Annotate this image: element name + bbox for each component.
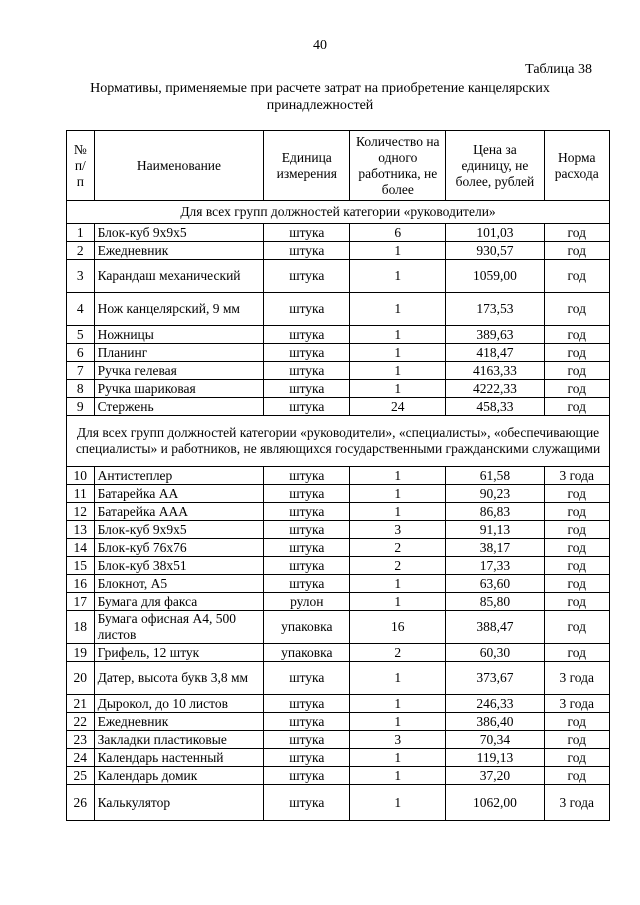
cell-num: 12 — [67, 503, 95, 521]
cell-norm: год — [544, 749, 609, 767]
cell-name: Грифель, 12 штук — [94, 644, 264, 662]
cell-norm: 3 года — [544, 695, 609, 713]
cell-name: Батарейка АА — [94, 485, 264, 503]
cell-name: Бумага офисная А4, 500 листов — [94, 611, 264, 644]
cell-unit: штука — [264, 344, 350, 362]
header-unit: Единица измерения — [264, 131, 350, 201]
cell-unit: штука — [264, 380, 350, 398]
cell-name: Дырокол, до 10 листов — [94, 695, 264, 713]
cell-qty: 1 — [350, 344, 446, 362]
cell-name: Антистеплер — [94, 467, 264, 485]
cell-qty: 1 — [350, 293, 446, 326]
cell-price: 101,03 — [446, 224, 544, 242]
cell-price: 86,83 — [446, 503, 544, 521]
cell-qty: 1 — [350, 785, 446, 821]
cell-name: Ножницы — [94, 326, 264, 344]
cell-qty: 1 — [350, 695, 446, 713]
cell-price: 1059,00 — [446, 260, 544, 293]
cell-name: Блок-куб 9х9х5 — [94, 224, 264, 242]
cell-price: 4222,33 — [446, 380, 544, 398]
table-row — [67, 293, 610, 326]
cell-num: 15 — [67, 557, 95, 575]
cell-name: Карандаш механический — [94, 260, 264, 293]
cell-norm: год — [544, 521, 609, 539]
cell-unit: штука — [264, 326, 350, 344]
cell-qty: 1 — [350, 767, 446, 785]
table-label: Таблица 38 — [525, 62, 592, 77]
cell-price: 458,33 — [446, 398, 544, 416]
cell-num: 5 — [67, 326, 95, 344]
table-row — [67, 611, 610, 644]
cell-qty: 1 — [350, 362, 446, 380]
cell-unit: упаковка — [264, 644, 350, 662]
cell-num: 16 — [67, 575, 95, 593]
cell-unit: штука — [264, 785, 350, 821]
table-row — [67, 503, 610, 521]
cell-num: 23 — [67, 731, 95, 749]
cell-unit: штука — [264, 767, 350, 785]
table-row — [67, 521, 610, 539]
header-row — [67, 131, 610, 201]
cell-norm: год — [544, 362, 609, 380]
cell-unit: штука — [264, 557, 350, 575]
section-header-row — [67, 201, 610, 224]
cell-unit: штука — [264, 521, 350, 539]
cell-price: 61,58 — [446, 467, 544, 485]
cell-price: 389,63 — [446, 326, 544, 344]
cell-unit: упаковка — [264, 611, 350, 644]
cell-name: Калькулятор — [94, 785, 264, 821]
section-header-row — [67, 416, 610, 467]
cell-norm: 3 года — [544, 662, 609, 695]
cell-norm: год — [544, 593, 609, 611]
cell-qty: 1 — [350, 749, 446, 767]
section-title: Для всех групп должностей категории «руководители», «специалисты», «обеспечивающие специалисты» и работников, не являющихся государственными гражданскими служащими — [67, 416, 610, 467]
cell-num: 14 — [67, 539, 95, 557]
header-price: Цена за единицу, не более, рублей — [446, 131, 544, 201]
cell-qty: 3 — [350, 731, 446, 749]
table-row — [67, 713, 610, 731]
cell-qty: 2 — [350, 539, 446, 557]
cell-unit: штука — [264, 749, 350, 767]
table-row — [67, 575, 610, 593]
cell-name: Ежедневник — [94, 242, 264, 260]
table-row — [67, 731, 610, 749]
cell-qty: 1 — [350, 503, 446, 521]
cell-unit: штука — [264, 503, 350, 521]
cell-norm: год — [544, 242, 609, 260]
cell-name: Ручка шариковая — [94, 380, 264, 398]
cell-qty: 1 — [350, 485, 446, 503]
cell-num: 25 — [67, 767, 95, 785]
header-norm: Норма расхода — [544, 131, 609, 201]
norms-table — [66, 130, 610, 821]
cell-price: 85,80 — [446, 593, 544, 611]
header-qty: Количество на одного работника, не более — [350, 131, 446, 201]
cell-price: 418,47 — [446, 344, 544, 362]
cell-qty: 24 — [350, 398, 446, 416]
header-num: № п/ п — [67, 131, 95, 201]
cell-price: 1062,00 — [446, 785, 544, 821]
cell-qty: 1 — [350, 260, 446, 293]
cell-norm: 3 года — [544, 467, 609, 485]
cell-norm: год — [544, 260, 609, 293]
cell-num: 11 — [67, 485, 95, 503]
table-row — [67, 467, 610, 485]
cell-norm: год — [544, 485, 609, 503]
cell-num: 24 — [67, 749, 95, 767]
cell-unit: штука — [264, 713, 350, 731]
cell-price: 4163,33 — [446, 362, 544, 380]
cell-qty: 1 — [350, 380, 446, 398]
cell-qty: 3 — [350, 521, 446, 539]
cell-qty: 1 — [350, 662, 446, 695]
table-row — [67, 593, 610, 611]
cell-name: Ежедневник — [94, 713, 264, 731]
cell-norm: год — [544, 380, 609, 398]
cell-qty: 1 — [350, 713, 446, 731]
cell-price: 17,33 — [446, 557, 544, 575]
cell-norm: год — [544, 575, 609, 593]
cell-name: Планинг — [94, 344, 264, 362]
cell-unit: штука — [264, 293, 350, 326]
cell-qty: 1 — [350, 593, 446, 611]
cell-name: Календарь настенный — [94, 749, 264, 767]
cell-unit: штука — [264, 224, 350, 242]
cell-price: 173,53 — [446, 293, 544, 326]
cell-num: 17 — [67, 593, 95, 611]
table-row — [67, 326, 610, 344]
cell-qty: 2 — [350, 557, 446, 575]
cell-num: 1 — [67, 224, 95, 242]
table-row — [67, 644, 610, 662]
table-row — [67, 224, 610, 242]
table-row — [67, 557, 610, 575]
table-row — [67, 362, 610, 380]
cell-norm: год — [544, 503, 609, 521]
table-row — [67, 485, 610, 503]
document-title: Нормативы, применяемые при расчете затрат на приобретение канцелярских принадлежностей — [90, 81, 550, 113]
table-row — [67, 344, 610, 362]
cell-name: Блок-куб 38х51 — [94, 557, 264, 575]
cell-name: Бумага для факса — [94, 593, 264, 611]
cell-num: 13 — [67, 521, 95, 539]
cell-price: 70,34 — [446, 731, 544, 749]
cell-price: 91,13 — [446, 521, 544, 539]
cell-unit: штука — [264, 539, 350, 557]
cell-price: 60,30 — [446, 644, 544, 662]
cell-price: 63,60 — [446, 575, 544, 593]
table-row — [67, 695, 610, 713]
cell-name: Блок-куб 9х9х5 — [94, 521, 264, 539]
table-row — [67, 767, 610, 785]
cell-num: 22 — [67, 713, 95, 731]
cell-norm: год — [544, 767, 609, 785]
cell-num: 20 — [67, 662, 95, 695]
cell-price: 38,17 — [446, 539, 544, 557]
cell-unit: штука — [264, 398, 350, 416]
cell-norm: год — [544, 713, 609, 731]
cell-num: 18 — [67, 611, 95, 644]
table-body — [67, 201, 610, 821]
cell-qty: 6 — [350, 224, 446, 242]
cell-unit: штука — [264, 362, 350, 380]
cell-num: 6 — [67, 344, 95, 362]
cell-unit: штука — [264, 695, 350, 713]
cell-num: 7 — [67, 362, 95, 380]
cell-price: 388,47 — [446, 611, 544, 644]
cell-norm: год — [544, 326, 609, 344]
cell-name: Ручка гелевая — [94, 362, 264, 380]
cell-unit: штука — [264, 260, 350, 293]
cell-qty: 1 — [350, 326, 446, 344]
cell-unit: штука — [264, 467, 350, 485]
table-row — [67, 749, 610, 767]
cell-name: Блокнот, А5 — [94, 575, 264, 593]
cell-num: 3 — [67, 260, 95, 293]
cell-num: 2 — [67, 242, 95, 260]
cell-name: Нож канцелярский, 9 мм — [94, 293, 264, 326]
cell-norm: год — [544, 539, 609, 557]
cell-unit: штука — [264, 662, 350, 695]
cell-norm: год — [544, 398, 609, 416]
cell-norm: 3 года — [544, 785, 609, 821]
table-row — [67, 662, 610, 695]
cell-unit: штука — [264, 485, 350, 503]
cell-norm: год — [544, 293, 609, 326]
table-row — [67, 242, 610, 260]
cell-num: 21 — [67, 695, 95, 713]
cell-name: Закладки пластиковые — [94, 731, 264, 749]
cell-num: 8 — [67, 380, 95, 398]
cell-unit: штука — [264, 242, 350, 260]
section-title: Для всех групп должностей категории «руководители» — [67, 201, 610, 224]
cell-norm: год — [544, 224, 609, 242]
cell-qty: 1 — [350, 575, 446, 593]
cell-norm: год — [544, 557, 609, 575]
cell-name: Блок-куб 76х76 — [94, 539, 264, 557]
cell-price: 37,20 — [446, 767, 544, 785]
cell-num: 19 — [67, 644, 95, 662]
cell-norm: год — [544, 344, 609, 362]
cell-name: Батарейка ААА — [94, 503, 264, 521]
cell-qty: 1 — [350, 242, 446, 260]
cell-unit: рулон — [264, 593, 350, 611]
cell-price: 930,57 — [446, 242, 544, 260]
table-row — [67, 398, 610, 416]
table-row — [67, 260, 610, 293]
table-row — [67, 539, 610, 557]
cell-num: 9 — [67, 398, 95, 416]
cell-num: 10 — [67, 467, 95, 485]
cell-name: Календарь домик — [94, 767, 264, 785]
table-row — [67, 785, 610, 821]
cell-name: Датер, высота букв 3,8 мм — [94, 662, 264, 695]
cell-price: 246,33 — [446, 695, 544, 713]
table-row — [67, 380, 610, 398]
cell-price: 373,67 — [446, 662, 544, 695]
cell-unit: штука — [264, 575, 350, 593]
cell-norm: год — [544, 731, 609, 749]
cell-num: 4 — [67, 293, 95, 326]
cell-norm: год — [544, 644, 609, 662]
cell-qty: 16 — [350, 611, 446, 644]
cell-price: 90,23 — [446, 485, 544, 503]
cell-qty: 1 — [350, 467, 446, 485]
cell-price: 386,40 — [446, 713, 544, 731]
cell-num: 26 — [67, 785, 95, 821]
cell-qty: 2 — [350, 644, 446, 662]
cell-unit: штука — [264, 731, 350, 749]
header-name: Наименование — [94, 131, 264, 201]
cell-norm: год — [544, 611, 609, 644]
page-number: 40 — [313, 38, 327, 53]
cell-price: 119,13 — [446, 749, 544, 767]
cell-name: Стержень — [94, 398, 264, 416]
